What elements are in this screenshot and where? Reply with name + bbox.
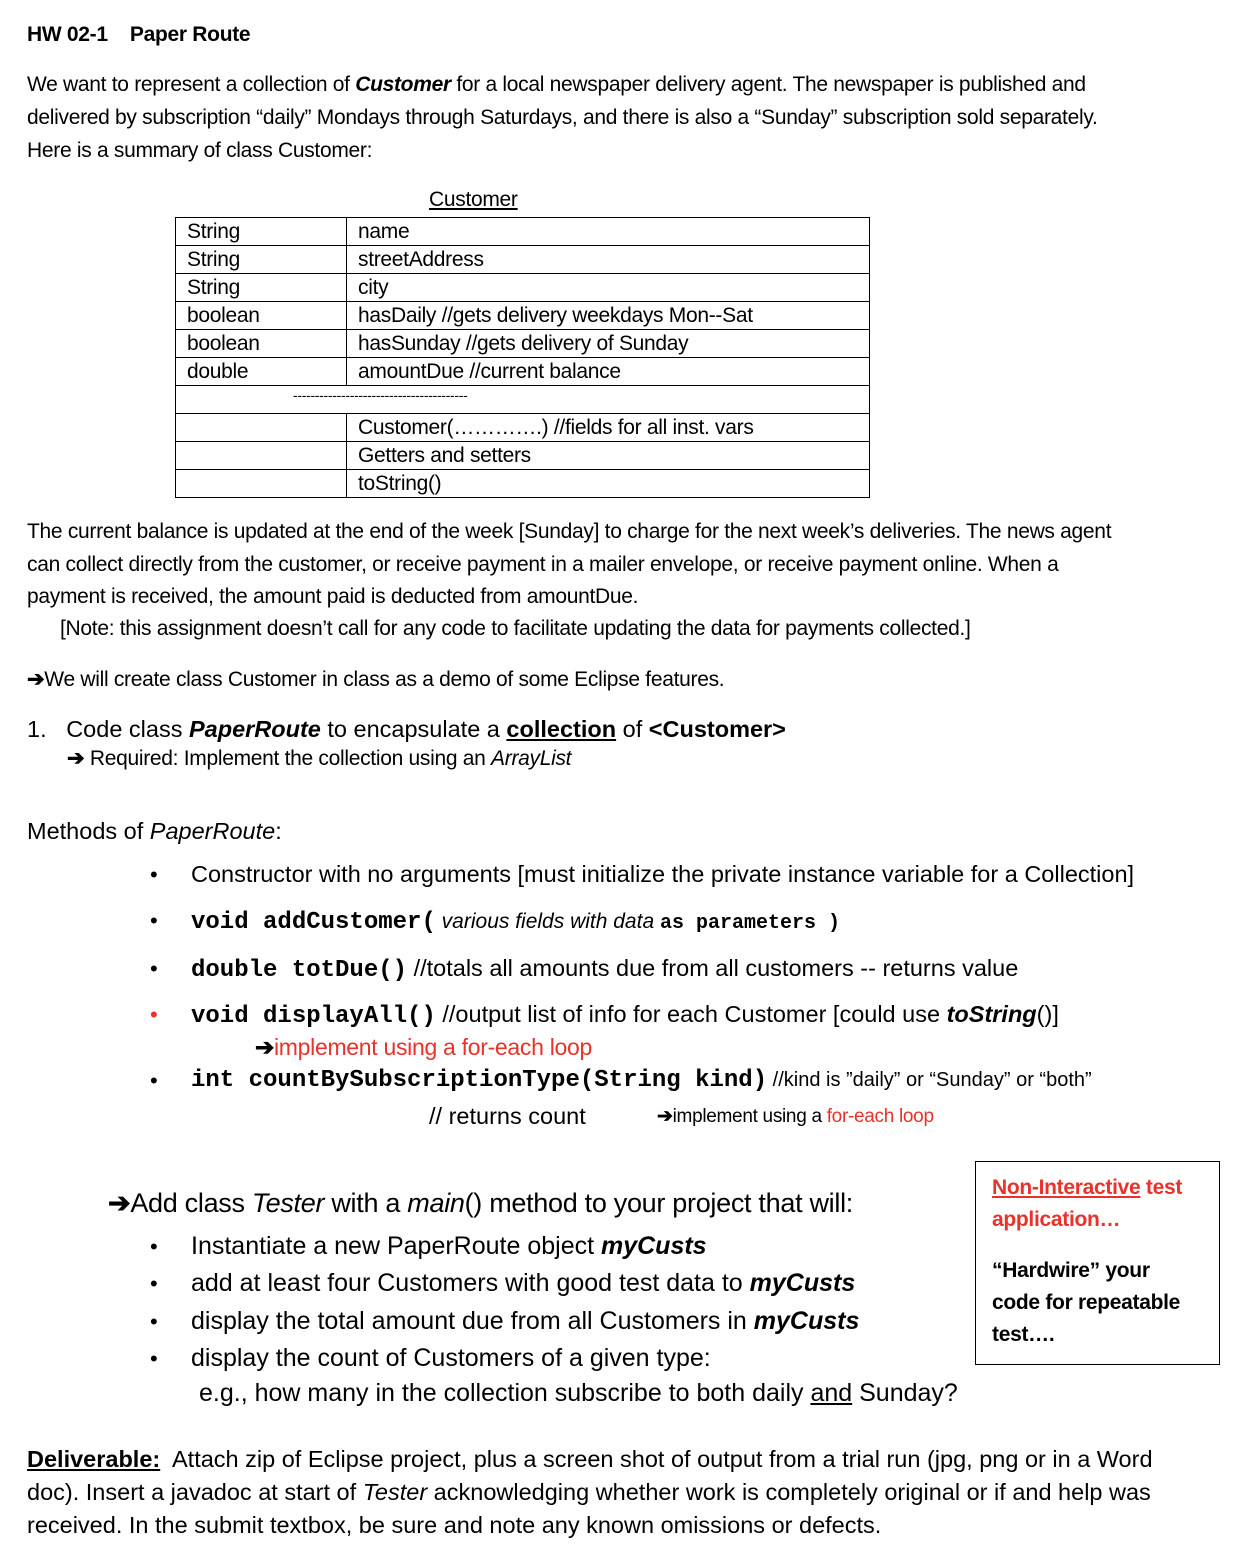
returns-count: // returns count xyxy=(429,1103,586,1129)
t: Sunday? xyxy=(852,1379,958,1407)
method-addcustomer xyxy=(191,907,840,936)
method: Customer(………….) //fields for all inst. vars xyxy=(347,414,870,442)
table-row xyxy=(176,442,870,470)
arrow-icon: ➔ xyxy=(657,1106,673,1127)
table-row xyxy=(176,330,870,358)
t: Required: Implement the collection using an xyxy=(84,747,492,770)
table-row xyxy=(176,358,870,386)
t: to encapsulate a xyxy=(320,716,507,742)
demo-line xyxy=(27,667,724,692)
page-title xyxy=(27,23,250,47)
t: 1. xyxy=(27,716,47,742)
field-type: String xyxy=(176,274,347,302)
t: <Customer> xyxy=(648,716,786,742)
t: with a xyxy=(324,1188,408,1218)
box-heading xyxy=(992,1172,1203,1236)
bullet-icon: • xyxy=(150,862,158,887)
balance-line-2: can collect directly from the customer, or receive payment in a mailer envelope, or receive payment online. When a xyxy=(27,553,1059,576)
displayall-note xyxy=(255,1034,592,1061)
field-type: boolean xyxy=(176,302,347,330)
t: //output list of info for each Customer [could use xyxy=(435,1001,947,1027)
item-1 xyxy=(27,716,786,743)
t: main xyxy=(407,1188,465,1218)
bullet-icon: • xyxy=(150,908,158,933)
table-row xyxy=(176,274,870,302)
bullet-icon: • xyxy=(150,1068,158,1093)
t: Code class xyxy=(66,716,189,742)
bullet-icon: • xyxy=(150,1271,158,1296)
table-row xyxy=(176,302,870,330)
t: add at least four Customers with good test data to xyxy=(191,1269,750,1297)
box-body: “Hardwire” your code for repeatable test…. xyxy=(992,1259,1181,1346)
table-row xyxy=(176,414,870,442)
t: implement using a for-each loop xyxy=(273,1034,592,1060)
t: doc). Insert a javadoc at start of xyxy=(27,1479,363,1505)
t: of xyxy=(616,716,649,742)
t: Tester xyxy=(362,1479,428,1505)
t: for a local newspaper delivery agent. The newspaper is published and xyxy=(450,73,1086,96)
hw-name: Paper Route xyxy=(129,23,251,46)
field-type: double xyxy=(176,358,347,386)
field-type: String xyxy=(176,218,347,246)
t: myCusts xyxy=(753,1307,860,1335)
item-1-required xyxy=(67,746,571,771)
t: Tester xyxy=(251,1188,325,1218)
note: [Note: this assignment doesn’t call for any code to facilitate updating the data for payments collected.] xyxy=(60,617,971,640)
t: toString xyxy=(946,1001,1037,1027)
t: PaperRoute xyxy=(149,818,276,844)
tester-heading xyxy=(108,1188,853,1219)
t: Methods of xyxy=(27,818,150,844)
t: We want to represent a collection of xyxy=(27,73,356,96)
t: various fields with data xyxy=(435,910,660,933)
field-type: String xyxy=(176,246,347,274)
arrow-icon: ➔ xyxy=(108,1188,131,1218)
tester-item-1 xyxy=(191,1232,707,1261)
bullet-icon: • xyxy=(150,1234,158,1259)
t: Attach zip of Eclipse project, plus a screen shot of output from a trial run (jpg, png or in a Word xyxy=(160,1446,1153,1472)
t: test application… xyxy=(992,1176,1183,1231)
bullet-icon: • xyxy=(150,956,158,981)
t: double totDue() xyxy=(191,957,408,984)
hw-number: HW 02-1 xyxy=(27,23,108,46)
t: Instantiate a new PaperRoute object xyxy=(191,1232,601,1260)
method: Getters and setters xyxy=(347,442,870,470)
customer-class-table xyxy=(175,217,870,498)
bullet-icon: • xyxy=(150,1346,158,1371)
t: PaperRoute xyxy=(188,716,321,742)
balance-line-1: The current balance is updated at the end of the week [Sunday] to charge for the next week’s deliveries. The news agent xyxy=(27,520,1112,543)
t: void displayAll() xyxy=(191,1003,436,1030)
deliverable-line-3: received. In the submit textbox, be sure and note any known omissions or defects. xyxy=(27,1512,882,1538)
arrow-icon: ➔ xyxy=(255,1034,274,1060)
empty-cell xyxy=(176,470,347,498)
bullet-icon: • xyxy=(150,1002,158,1027)
arrow-icon: ➔ xyxy=(67,747,85,770)
t: ArrayList xyxy=(491,747,572,770)
t: myCusts xyxy=(601,1232,707,1260)
method-totdue xyxy=(191,955,1018,984)
table-row xyxy=(176,470,870,498)
method-countbysubscriptiontype xyxy=(191,1067,1092,1094)
tester-item-2 xyxy=(191,1269,855,1298)
t: display the total amount due from all Customers in xyxy=(191,1307,754,1335)
method-displayall xyxy=(191,1001,1059,1030)
table-caption: Customer xyxy=(429,188,518,211)
field-name: amountDue //current balance xyxy=(347,358,870,386)
field-name: name xyxy=(347,218,870,246)
deliverable-line-1 xyxy=(27,1446,1153,1473)
empty-cell xyxy=(176,442,347,470)
method-constructor: Constructor with no arguments [must initialize the private instance variable for a Collection] xyxy=(191,861,1135,887)
t: for-each loop xyxy=(826,1106,934,1127)
field-name: hasSunday //gets delivery of Sunday xyxy=(347,330,870,358)
balance-line-3: payment is received, the amount paid is deducted from amountDue. xyxy=(27,585,639,608)
tester-item-4-example xyxy=(199,1379,958,1408)
t: Non-Interactive xyxy=(992,1176,1141,1199)
table-row xyxy=(176,246,870,274)
t: as parameters ) xyxy=(659,912,840,935)
callout-box xyxy=(975,1161,1220,1365)
t: Add class xyxy=(130,1188,252,1218)
t: myCusts xyxy=(749,1269,856,1297)
field-name: city xyxy=(347,274,870,302)
field-name: streetAddress xyxy=(347,246,870,274)
t: We will create class Customer in class as a demo of some Eclipse features. xyxy=(44,668,725,691)
t: : xyxy=(275,818,282,844)
table-row xyxy=(176,218,870,246)
methods-heading xyxy=(27,818,282,845)
t: Customer xyxy=(355,73,451,96)
t: acknowledging whether work is completely original or if and help was xyxy=(427,1479,1151,1505)
count-note xyxy=(657,1105,934,1128)
t: Deliverable: xyxy=(27,1446,161,1472)
t: //kind is ”daily” or “Sunday” or “both” xyxy=(767,1069,1092,1091)
method: toString() xyxy=(347,470,870,498)
t: collection xyxy=(506,716,617,742)
t: e.g., how many in the collection subscribe to both daily xyxy=(199,1379,811,1407)
t: //totals all amounts due from all customers -- returns value xyxy=(407,955,1019,981)
tester-item-4: display the count of Customers of a given type: xyxy=(191,1344,711,1372)
t: () method to your project that will: xyxy=(464,1188,853,1218)
deliverable-line-2 xyxy=(27,1479,1151,1506)
field-type: boolean xyxy=(176,330,347,358)
t: and xyxy=(810,1379,853,1407)
t: void addCustomer( xyxy=(191,909,436,936)
table-row xyxy=(176,386,870,414)
intro-line-2: delivered by subscription “daily” Mondays through Saturdays, and there is also a “Sunday” subscription sold separately. xyxy=(27,106,1098,129)
intro-line-3: Here is a summary of class Customer: xyxy=(27,139,373,162)
empty-cell xyxy=(176,414,347,442)
tester-item-3 xyxy=(191,1307,859,1336)
divider: ---------------------------------------- xyxy=(176,386,870,414)
field-name: hasDaily //gets delivery weekdays Mon--Sat xyxy=(347,302,870,330)
arrow-icon: ➔ xyxy=(27,668,45,691)
t: implement using a xyxy=(672,1106,827,1127)
t: ()] xyxy=(1036,1001,1059,1027)
t: int countBySubscriptionType(String kind) xyxy=(191,1067,768,1094)
intro-line-1 xyxy=(27,73,1086,97)
bullet-icon: • xyxy=(150,1309,158,1334)
